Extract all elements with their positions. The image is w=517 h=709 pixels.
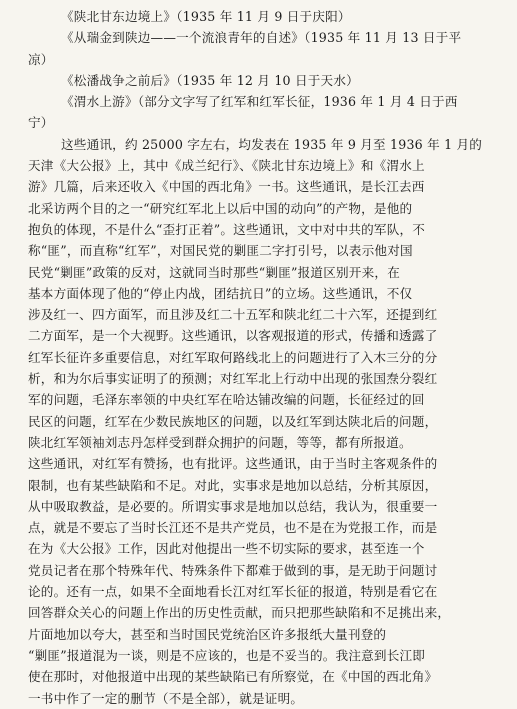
body-text-line: 天津《大公报》上，其中《成兰纪行》、《陕北甘东边境上》和《渭水上 xyxy=(28,158,425,174)
body-text-line: 涉及红一、四方面军，而且涉及红二十五军和陕北红二十六军，还提到红 xyxy=(28,307,438,323)
body-text-line: 回答群众关心的问题上作出的历史性贡献，而只把那些缺陷和不足挑出来， xyxy=(28,605,451,621)
body-text-line: 论的。还有一点，如果不全面地看长江对红军长征的报道，特别是看它在 xyxy=(28,584,438,600)
body-text-line: 北采访两个目的之一“研究红军北上以后中国的动向”的产物，是他的 xyxy=(28,200,413,216)
body-text-line: 红军长征许多重要信息，对红军取何路线北上的问题进行了入木三分的分 xyxy=(28,349,438,365)
body-text-line: 这些通讯，约 25000 字左右，均发表在 1935 年 9 月至 1936 年 1 月的 xyxy=(61,136,483,152)
body-text-line: 这些通讯，对红军有赞扬，也有批评。这些通讯，由于当时主客观条件的 xyxy=(28,456,438,472)
body-text-line: 民党“剿匪”政策的反对，这就同当时那些“剿匪”报道区别开来，在 xyxy=(28,264,400,280)
body-text-line: 陕北红军领袖刘志丹怎样受到群众拥护的问题，等等，都有所报道。 xyxy=(28,434,412,450)
body-text-line: 使在那时，对他报道中出现的某些缺陷已有所察觉，在《中国的西北角》 xyxy=(28,669,438,685)
body-text-line: “剿匪”报道混为一谈，则是不应该的，也是不妥当的。我注意到长江即 xyxy=(28,647,426,663)
reference-line-3: 《松潘战争之前后》（1935 年 12 月 10 日于天水） xyxy=(61,72,359,88)
body-text-line: 游》几篇，后来还收入《中国的西北角》一书。这些通讯，是长江去西 xyxy=(28,179,425,195)
reference-line-1: 《陕北甘东边境上》（1935 年 11 月 9 日于庆阳） xyxy=(61,9,351,24)
reference-line-2-continued: 凉） xyxy=(28,51,54,67)
reference-line-2: 《从瑞金到陕边——一个流浪青年的自述》（1935 年 11 月 13 日于平 xyxy=(61,30,462,46)
body-text-line: 片面地加以夸大，甚至和当时国民党统治区许多报纸大量刊登的 xyxy=(28,626,387,642)
body-text-line: 军的问题，毛泽东率领的中央红军在哈达铺改编的问题，长征经过的回 xyxy=(28,392,425,408)
body-text-line: 党员记者在那个特殊年代、特殊条件下都难于做到的事，是无助于问题讨 xyxy=(28,562,438,578)
body-text-line: 限制，也有某些缺陷和不足。对此，实事求是地加以总结，分析其原因， xyxy=(28,477,438,493)
body-text-line: 二方面军，是一个大视野。这些通讯，以客观报道的形式，传播和透露了 xyxy=(28,328,438,344)
body-text-line: 民区的问题，红军在少数民族地区的问题，以及红军到达陕北后的问题， xyxy=(28,413,438,429)
body-text-line: 称“匪”，而直称“红军”，对国民党的剿匪二字打引号，以表示他对国 xyxy=(28,243,413,259)
body-text-line: 抱负的体现，不是什么“歪打正着”。这些通讯，文中对中共的军队，不 xyxy=(28,221,426,237)
reference-line-4: 《渭水上游》（部分文字写了红军和红军长征，1936 年 1 月 4 日于西 xyxy=(61,94,458,110)
body-text-line: 基本方面体现了他的“停止内战，团结抗日”的立场。这些通讯，不仅 xyxy=(28,285,413,301)
body-text-line: 在为《大公报》工作，因此对他提出一些不切实际的要求，甚至连一个 xyxy=(28,541,425,557)
body-text-line: 点，就是不要忘了当时长江还不是共产党员，也不是在为党报工作，而是 xyxy=(28,520,438,536)
body-text-line: 析，和为尔后事实证明了的预测；对红军北上行动中出现的张国焘分裂红 xyxy=(28,371,438,387)
body-text-line: 一书中作了一定的删节（不是全部），就是证明。 xyxy=(28,690,304,706)
body-text-line: 从中吸取教益，是必要的。所谓实事求是地加以总结，我认为，很重要一 xyxy=(28,498,438,514)
reference-line-4-continued: 宁） xyxy=(28,115,54,131)
